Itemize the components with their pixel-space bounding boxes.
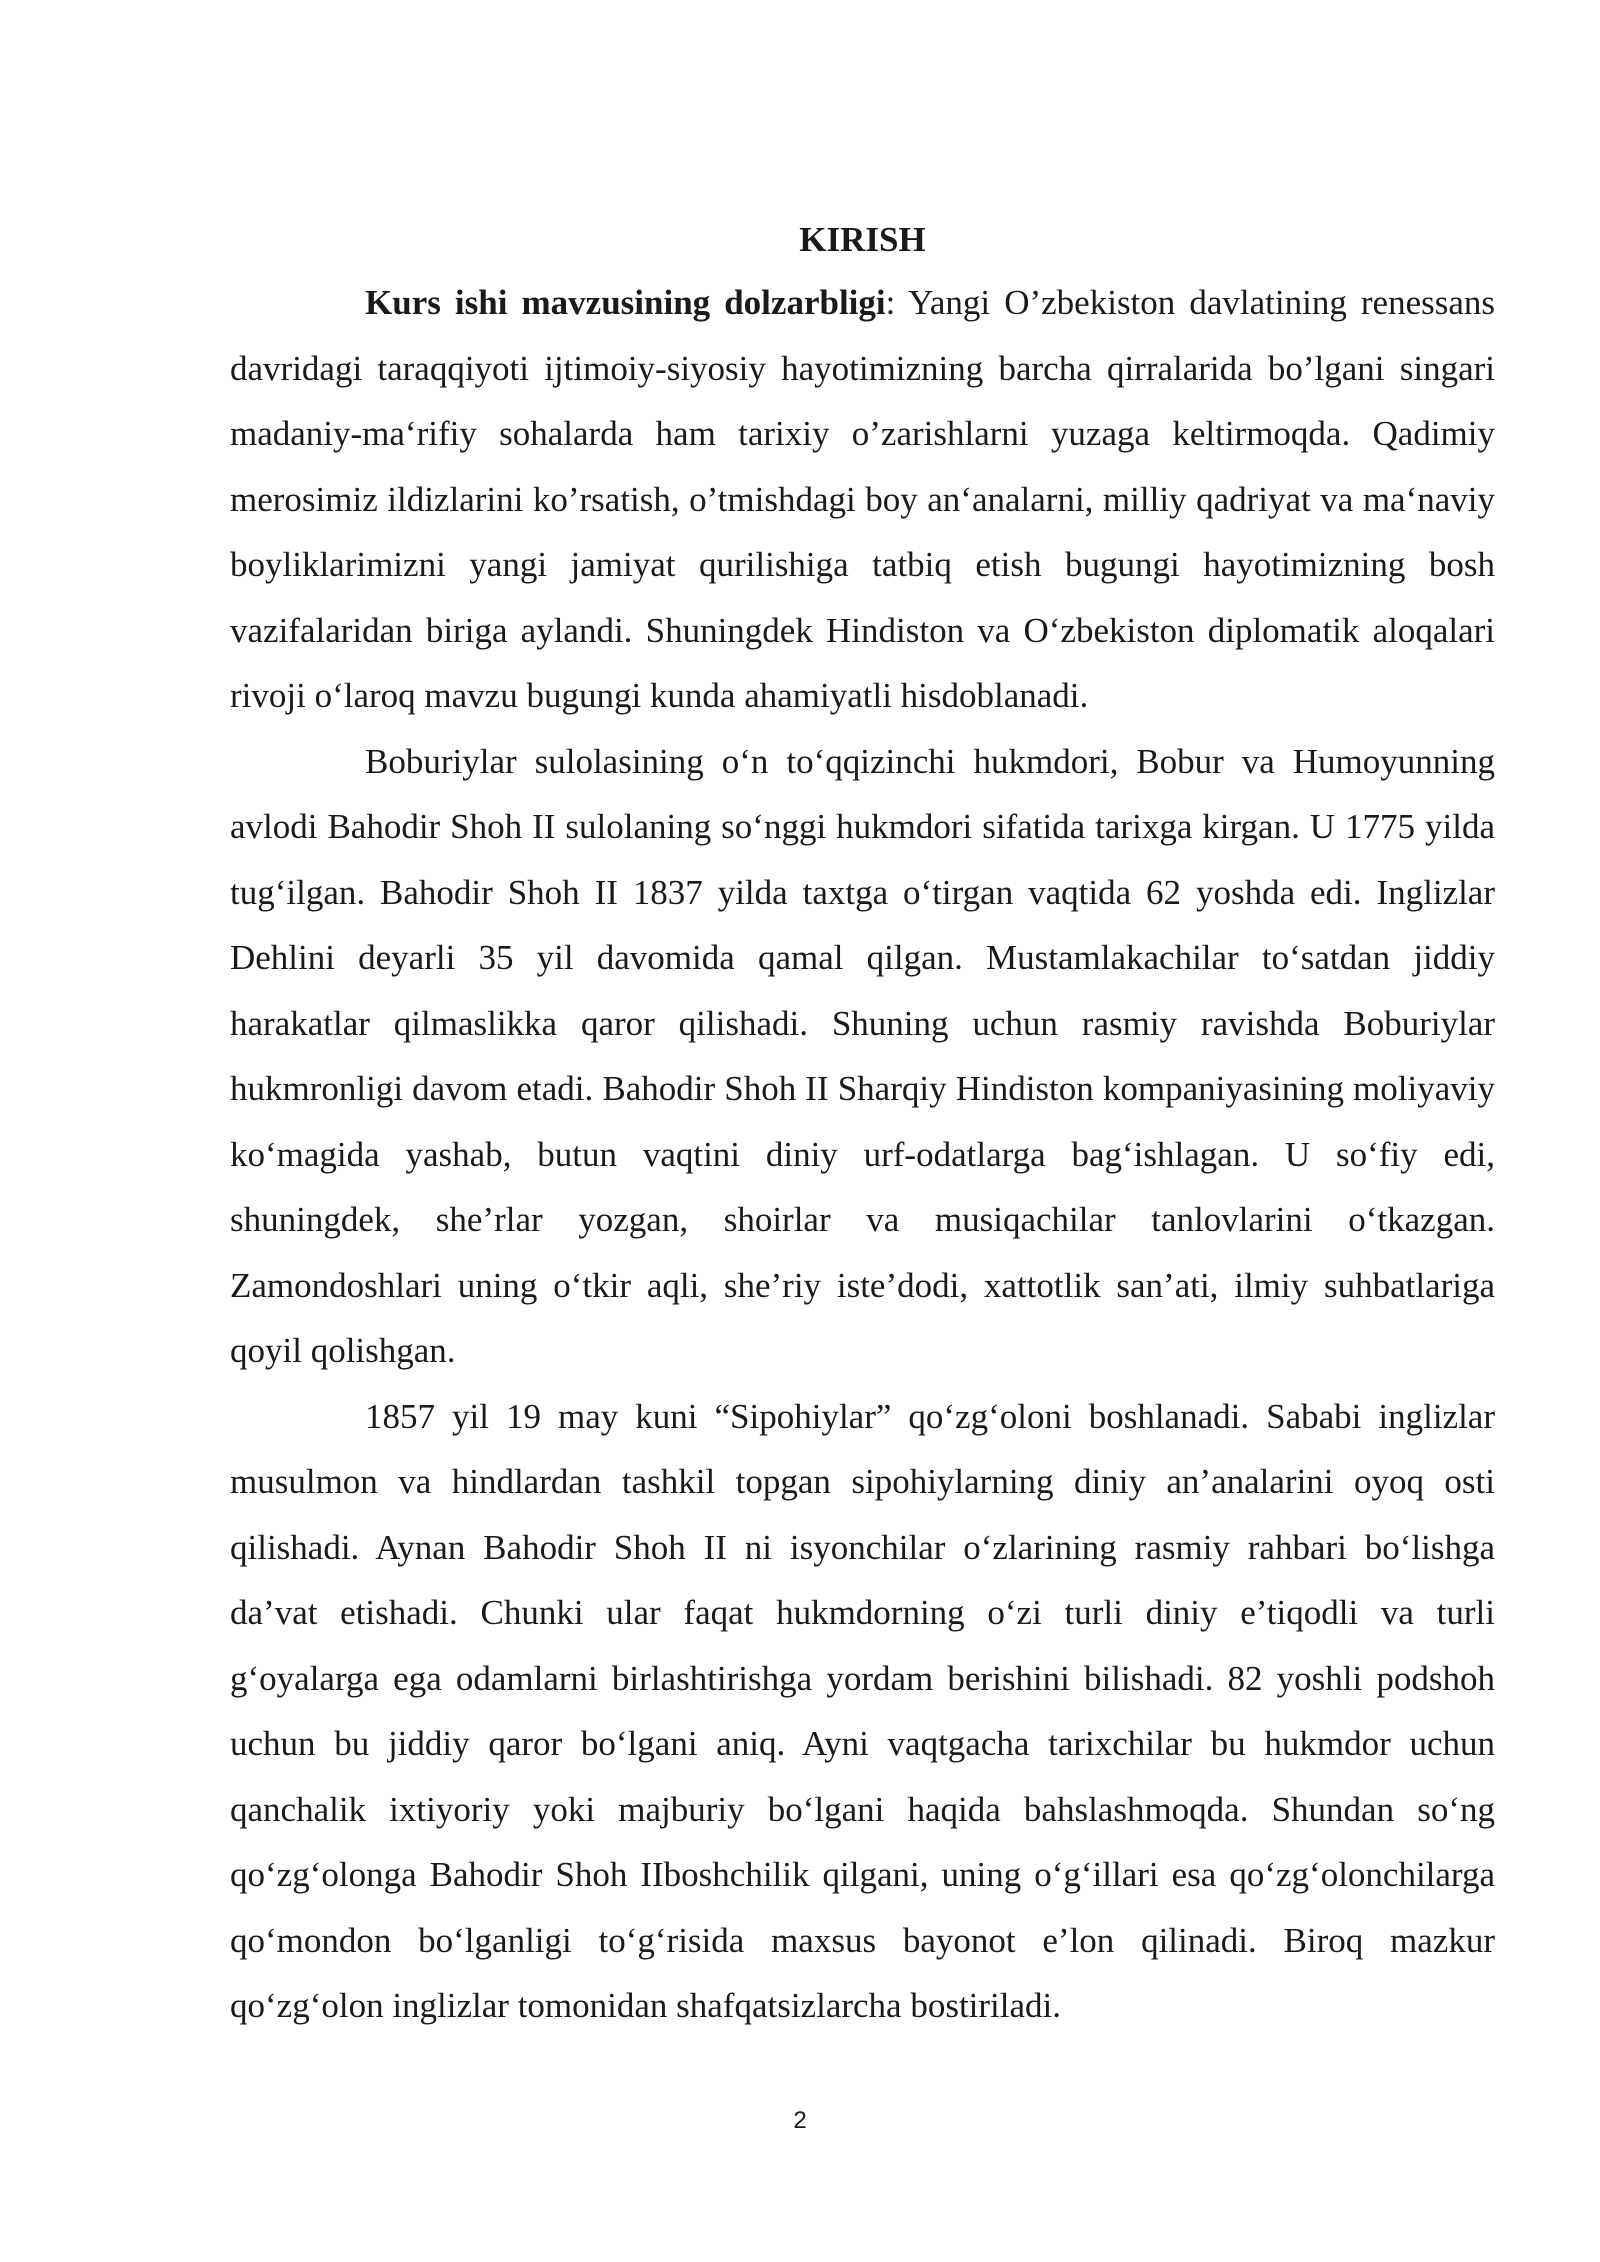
paragraph-lead-colon: : — [885, 283, 896, 322]
section-heading: KIRISH — [799, 220, 926, 259]
paragraph-baburids: Boburiylar sulolasining o‘n to‘qqizinchi hukmdori, Bobur va Humoyunning avlodi Bahodir Shoh II sulolaning so‘nggi hukmdori sifatida tarixga kirgan. U 1775 yilda tug‘ilgan. Bahodir Shoh II 1837 yilda taxtga o‘tirgan vaqtida 62 yoshda edi. Inglizlar Dehlini deyarli 35 yil davomida qamal qilgan. Mustamlakachilar to‘satdan jiddiy harakatlar qilmaslikka qaror qilishadi. Shuning uchun rasmiy ravishda Boburiylar hukmronligi davom etadi. Bahodir Shoh II Sharqiy Hindiston kompaniyasining moliyaviy ko‘magida yashab, butun vaqtini diniy urf-odatlarga bag‘ishlagan. U so‘fiy edi, shuningdek, she’rlar yozgan, shoirlar va musiqachilar tanlovlarini o‘tkazgan. Zamondoshlari uning o‘tkir aqli, she’riy iste’dodi, xattotlik san’ati, ilmiy suhbatlariga qoyil qolishgan. — [230, 741, 1495, 1370]
page-content — [230, 210, 1495, 2039]
paragraph-uprising: 1857 yil 19 may kuni “Sipohiylar” qo‘zg‘oloni boshlanadi. Sababi inglizlar musulmon va hindlardan tashkil topgan sipohiylarning diniy an’analarini oyoq osti qilishadi. Aynan Bahodir Shoh II ni isyonchilar o‘zlarining rasmiy rahbari bo‘lishga da’vat etishadi. Chunki ular faqat hukmdorning o‘zi turli diniy e’tiqodli va turli g‘oyalarga ega odamlarni birlashtirishga yordam berishini bilishadi. 82 yoshli podshoh uchun bu jiddiy qaror bo‘lgani aniq. Ayni vaqtgacha tarixchilar bu hukmdor uchun qanchalik ixtiyoriy yoki majburiy bo‘lgani haqida bahslashmoqda. Shundan so‘ng qo‘zg‘olonga Bahodir Shoh IIboshchilik qilgani, uning o‘g‘illari esa qo‘zg‘olonchilarga qo‘mondon bo‘lganligi to‘g‘risida maxsus bayonot e’lon qilinadi. Biroq mazkur qo‘zg‘olon inglizlar tomonidan shafqatsizlarcha bostiriladi. — [230, 1396, 1495, 2025]
page-number: 2 — [793, 2107, 807, 2134]
paragraph-text: Yangi O’zbekiston davlatining renessans davridagi taraqqiyoti ijtimoiy-siyosiy hayotimizning barcha qirralarida bo’lgani singari madaniy-ma‘rifiy sohalarda ham tarixiy o’zarishlarni yuzaga keltirmoqda. Qadimiy merosimiz ildizlarini ko’rsatish, o’tmishdagi boy an‘analarni, milliy qadriyat va ma‘naviy boyliklarimizni yangi jamiyat qurilishiga tatbiq etish bugungi hayotimizning bosh vazifalaridan biriga aylandi. Shuningdek Hindiston va O‘zbekiston diplomatik aloqalari rivoji o‘laroq mavzu bugungi kunda ahamiyatli hisdoblanadi. — [230, 283, 1495, 715]
paragraph-relevance — [230, 270, 1495, 729]
paragraph-lead: Kurs ishi mavzusining dolzarbligi — [365, 283, 886, 322]
